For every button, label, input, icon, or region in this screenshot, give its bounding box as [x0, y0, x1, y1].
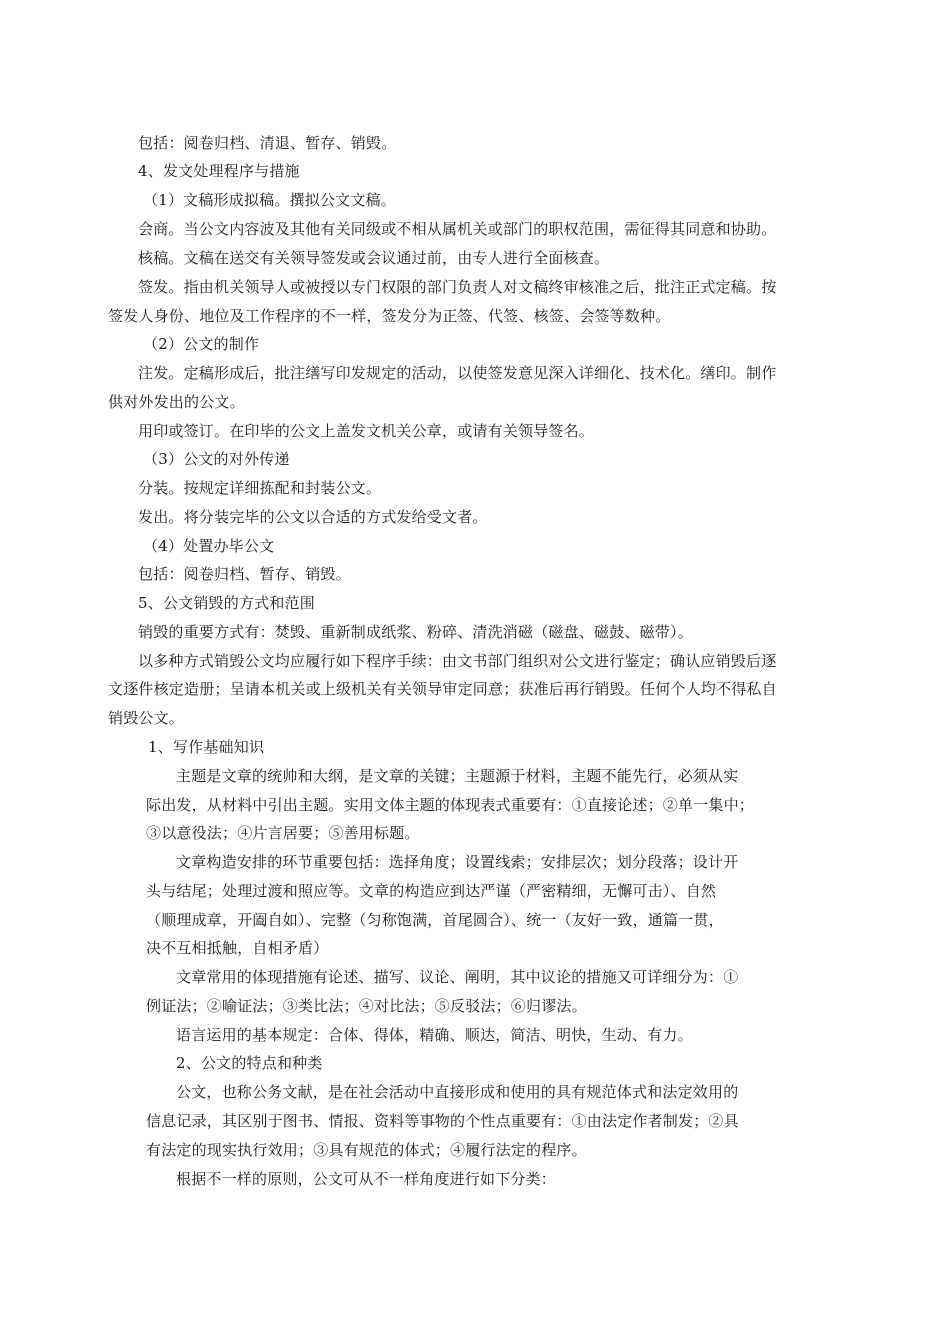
paragraph-line: 会商。当公文内容波及其他有关同级或不相从属机关或部门的职权范围，需征得其同意和协助。 [138, 220, 777, 238]
section-heading: 1、写作基础知识 [148, 738, 265, 756]
paragraph-line: 包括：阅卷归档、清退、暂存、销毁。 [138, 134, 397, 152]
section-heading: 4、发文处理程序与措施 [138, 162, 300, 180]
paragraph-line: 签发。指由机关领导人或被授以专门权限的部门负责人对文稿终审核准之后，批注正式定稿。按 [138, 278, 777, 296]
paragraph-line: 际出发，从材料中引出主题。实用文体主题的体现表式重要有：①直接论述；②单一集中； [146, 796, 755, 814]
paragraph-line: 供对外发出的公文。 [108, 393, 245, 411]
subsection-heading: （4）处置办毕公文 [143, 537, 275, 555]
paragraph-line: 头与结尾；处理过渡和照应等。文章的构造应到达严谨（严密精细，无懈可击）、自然 [146, 882, 717, 900]
section-heading: 5、公文销毁的方式和范围 [138, 594, 315, 612]
paragraph-line: 发出。将分装完毕的公文以合适的方式发给受文者。 [138, 508, 488, 526]
subsection-heading: （1）文稿形成拟稿。撰拟公文文稿。 [143, 191, 396, 209]
paragraph-line: 文逐件核定造册；呈请本机关或上级机关有关领导审定同意；获准后再行销毁。任何个人均不得私自 [108, 680, 777, 698]
paragraph-line: （顺理成章，开阖自如）、完整（匀称饱满，首尾圆合）、统一（友好一致，通篇一贯， [146, 911, 724, 929]
paragraph-line: 包括：阅卷归档、暂存、销毁。 [138, 565, 351, 583]
paragraph-line: 核稿。文稿在送交有关领导签发或会议通过前，由专人进行全面核查。 [138, 249, 610, 267]
paragraph-line: 用印或签订。在印毕的公文上盖发文机关公章，或请有关领导签名。 [138, 422, 595, 440]
paragraph-line: 根据不一样的原则，公文可从不一样角度进行如下分类： [176, 1170, 557, 1188]
paragraph-line: 决不互相抵触，自相矛盾） [146, 939, 329, 957]
paragraph-line: 文章构造安排的环节重要包括：选择角度；设置线索；安排层次；划分段落；设计开 [176, 853, 739, 871]
paragraph-line: ③以意役法；④片言居要；⑤善用标题。 [146, 824, 420, 842]
paragraph-line: 语言运用的基本规定：合体、得体，精确、顺达，简洁、明快，生动、有力。 [176, 1026, 693, 1044]
paragraph-line: 主题是文章的统帅和大纲，是文章的关键；主题源于材料，主题不能先行，必须从实 [176, 767, 739, 785]
section-heading: 2、公文的特点和种类 [176, 1054, 323, 1072]
paragraph-line: 信息记录，其区别于图书、情报、资料等事物的个性点重要有：①由法定作者制发；②具 [146, 1112, 739, 1130]
paragraph-line: 文章常用的体现措施有论述、描写、议论、阐明，其中议论的措施又可详细分为：① [176, 968, 739, 986]
paragraph-line: 销毁公文。 [108, 709, 185, 727]
paragraph-line: 例证法；②喻证法；③类比法；④对比法；⑤反驳法；⑥归谬法。 [146, 997, 587, 1015]
paragraph-line: 有法定的现实执行效用；③具有规范的体式；④履行法定的程序。 [146, 1141, 587, 1159]
paragraph-line: 销毁的重要方式有：焚毁、重新制成纸浆、粉碎、清洗消磁（磁盘、磁鼓、磁带）。 [138, 623, 693, 641]
paragraph-line: 以多种方式销毁公文均应履行如下程序手续：由文书部门组织对公文进行鉴定；确认应销毁后逐 [138, 652, 777, 670]
subsection-heading: （2）公文的制作 [143, 335, 260, 353]
subsection-heading: （3）公文的对外传递 [143, 450, 290, 468]
paragraph-line: 公文，也称公务文献，是在社会活动中直接形成和使用的具有规范体式和法定效用的 [176, 1083, 739, 1101]
paragraph-line: 注发。定稿形成后，批注缮写印发规定的活动，以使签发意见深入详细化、技术化。缮印。制作 [138, 364, 777, 382]
paragraph-line: 签发人身份、地位及工作程序的不一样，签发分为正签、代签、核签、会签等数种。 [108, 307, 671, 325]
paragraph-line: 分装。按规定详细拣配和封装公文。 [138, 479, 382, 497]
